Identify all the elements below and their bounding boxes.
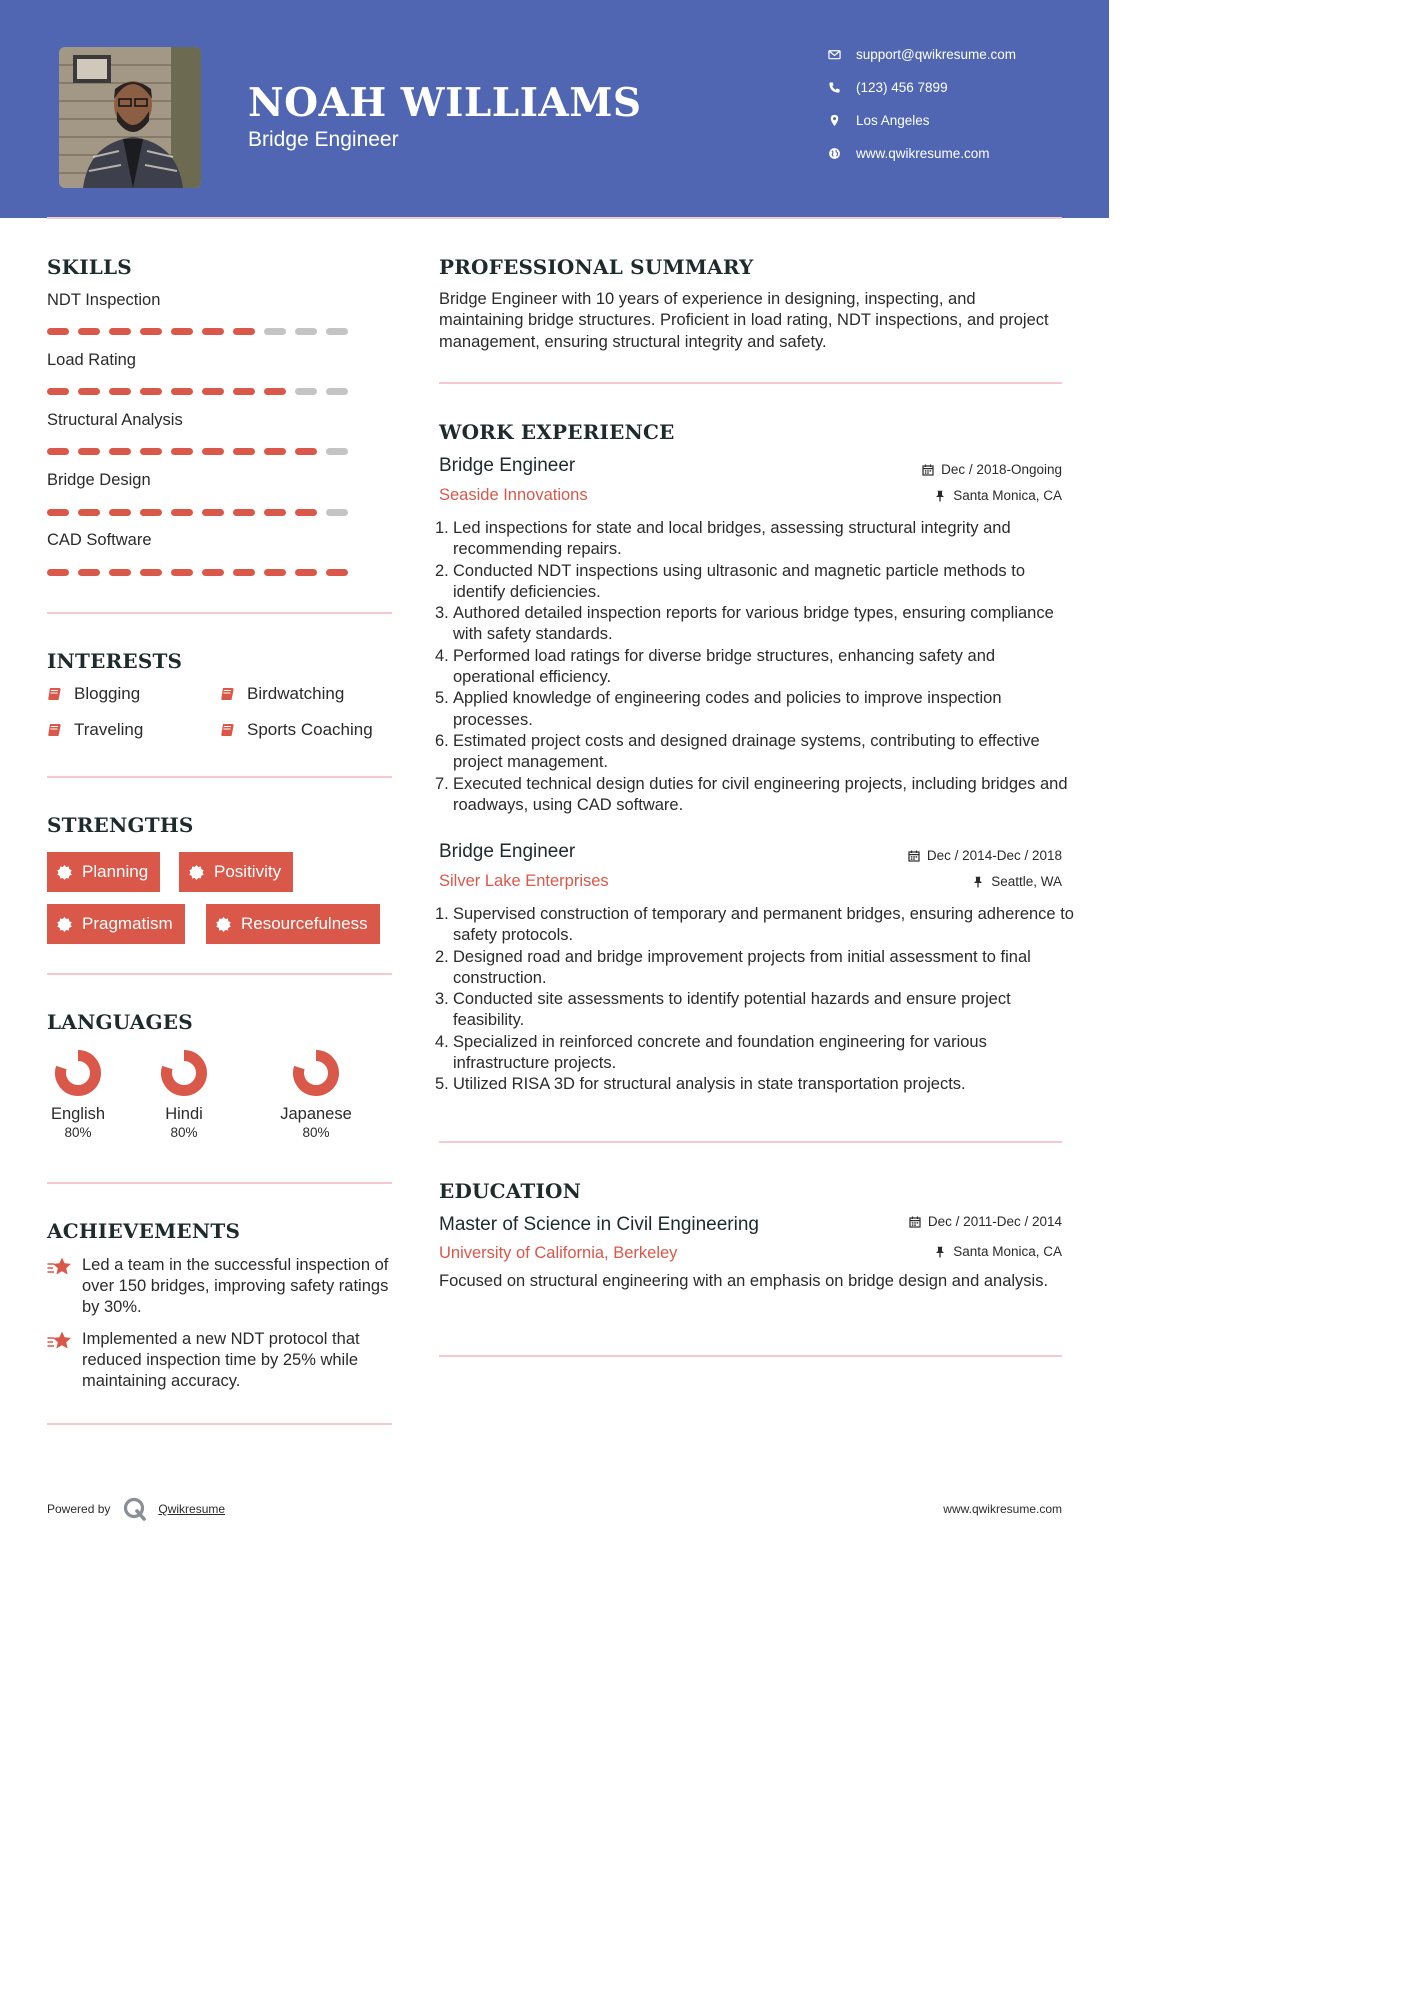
strength-tag [47,904,185,944]
calendar-icon [922,464,934,476]
school-name: University of California, Berkeley [439,1244,678,1262]
skill-label: Structural Analysis [47,411,183,429]
job-bullets [435,518,1075,816]
job-dates-text: Dec / 2018-Ongoing [941,462,1062,477]
strength-tag [47,852,160,892]
language-ring [159,1048,209,1098]
education-dates-text: Dec / 2011-Dec / 2014 [927,1214,1062,1229]
education-location [934,1244,1062,1259]
language-ring-arc [61,1056,96,1091]
job-bullet-text: Designed road and bridge improvement projects from initial assessment to final construction. [453,947,1031,987]
profile-photo [59,47,201,188]
skill-dash-filled [47,388,69,395]
badge-icon [188,864,205,881]
skill-rating-bar [47,328,348,335]
star-icon [47,1256,73,1278]
skills-title: SKILLS [47,255,132,279]
interest-label: Blogging [74,684,141,703]
map-pin-icon [828,114,856,127]
skill-dash-empty [326,328,348,335]
skill-dash-filled [233,388,255,395]
job-bullet-text: Performed load ratings for diverse bridge structures, enhancing safety and operational efficiency. [453,646,996,687]
skill-rating-bar [47,509,348,516]
skill-rating-bar [47,448,348,455]
job-bullet: 4. Performed load ratings for diverse bridge structures, enhancing safety and operational efficiency. [435,646,1075,689]
book-icon [47,686,63,702]
skill-dash-filled [109,388,131,395]
language-name: Hindi [165,1105,203,1123]
achievement-text: Led a team in the successful inspection of over 150 bridges, improving safety ratings by 30%. [82,1256,389,1316]
powered-by-label: Powered by [47,1502,111,1516]
job-bullet-text: Applied knowledge of engineering codes and policies to improve inspection processes. [453,689,1002,729]
qwikresume-link[interactable]: Qwikresume [158,1502,226,1516]
contact-website[interactable] [828,143,1088,163]
skill-dash-filled [264,388,286,395]
resume-header [0,0,1109,218]
skill-dash-filled [171,448,193,455]
job-bullet-text: Supervised construction of temporary and permanent bridges, ensuring adherence to safety protocols. [453,905,1074,945]
job-bullet-text: Conducted site assessments to identify potential hazards and ensure project feasibility. [453,990,1011,1030]
skill-dash-filled [140,388,162,395]
skill-dash-filled [233,328,255,335]
language-name: Japanese [280,1105,352,1123]
job-bullet-text: Led inspections for state and local bridges, assessing structural integrity and recommending repairs. [453,519,1011,559]
job-title: Bridge Engineer [439,455,576,476]
interests-title: INTERESTS [47,649,183,673]
contact-website-text: www.qwikresume.com [856,145,990,161]
language-ring [53,1048,103,1098]
strengths-divider [47,973,392,975]
calendar-icon [908,850,920,862]
interest-item [220,684,344,704]
skill-dash-filled [295,448,317,455]
job-bullet-text: Specialized in reinforced concrete and foundation engineering for various infrastructure projects. [453,1032,987,1073]
pushpin-icon [934,490,946,502]
language-level: 80% [64,1125,92,1140]
skill-dash-filled [47,569,69,576]
skill-rating-bar [47,569,348,576]
skill-dash-empty [326,388,348,395]
strength-label: Pragmatism [82,914,173,933]
interest-label: Birdwatching [247,684,345,703]
contact-email[interactable] [828,44,1088,64]
calendar-icon [909,1216,921,1228]
contact-phone-text: (123) 456 7899 [856,79,948,95]
job-bullet: 7. Executed technical design duties for civil engineering projects, including bridges and roadways, using CAD software. [435,774,1075,817]
strengths-title: STRENGTHS [47,813,194,837]
skill-dash-empty [295,388,317,395]
job-location-text: Santa Monica, CA [953,488,1062,503]
footer-branding [47,1496,225,1522]
envelope-icon [828,48,856,61]
skill-dash-filled [109,448,131,455]
strength-label: Planning [82,862,149,881]
skill-dash-filled [78,328,100,335]
skill-dash-filled [140,328,162,335]
skill-dash-filled [140,448,162,455]
achievements-divider [47,1423,392,1425]
skill-dash-filled [140,569,162,576]
languages-title: LANGUAGES [47,1010,193,1034]
job-bullet-text: Utilized RISA 3D for structural analysis in state transportation projects. [453,1075,966,1094]
language-name: English [50,1105,106,1123]
achievement-item [47,1329,392,1392]
job-bullet: 2. Designed road and bridge improvement projects from initial assessment to final construction. [435,947,1075,990]
summary-divider [439,382,1062,384]
strength-tag [206,904,380,944]
strength-label: Resourcefulness [241,914,368,933]
pushpin-icon [972,876,984,888]
qwikresume-logo-icon [122,1496,148,1522]
job-bullet-text: Authored detailed inspection reports for various bridge types, ensuring compliance with safety standards. [453,604,1054,644]
skills-divider [47,612,392,614]
skill-dash-filled [264,569,286,576]
skill-dash-filled [233,569,255,576]
badge-icon [215,916,232,933]
strength-tag [179,852,293,892]
skill-dash-filled [264,509,286,516]
skill-dash-filled [202,569,224,576]
candidate-name: NOAH WILLIAMS [248,80,642,126]
job-bullet: 3. Authored detailed inspection reports for various bridge types, ensuring compliance with safety standards. [435,603,1075,646]
interest-item [47,720,143,740]
job-bullet: 2. Conducted NDT inspections using ultrasonic and magnetic particle methods to identify deficiencies. [435,561,1075,604]
job-location-text: Seattle, WA [991,874,1062,889]
job-bullet: 4. Specialized in reinforced concrete and foundation engineering for various infrastructure projects. [435,1032,1075,1075]
job-dates-text: Dec / 2014-Dec / 2018 [926,848,1062,863]
job-bullet: 1. Supervised construction of temporary and permanent bridges, ensuring adherence to safety protocols. [435,904,1075,947]
phone-icon [828,81,856,94]
education-dates [909,1214,1062,1229]
skill-dash-empty [326,448,348,455]
header-divider [47,217,1062,219]
strength-label: Positivity [214,862,282,881]
job-dates [922,462,1062,477]
skill-dash-filled [171,509,193,516]
book-icon [220,722,236,738]
interest-item [47,684,140,704]
languages-divider [47,1182,392,1184]
globe-icon [828,147,856,160]
job-location [934,488,1062,503]
job-title: Bridge Engineer [439,841,576,862]
book-icon [47,722,63,738]
achievements-title: ACHIEVEMENTS [47,1219,241,1243]
skill-dash-filled [171,388,193,395]
skill-dash-filled [109,328,131,335]
skill-dash-filled [140,509,162,516]
job-bullet: 5. Applied knowledge of engineering codes and policies to improve inspection processes. [435,688,1075,731]
skill-dash-filled [233,509,255,516]
achievement-item [47,1255,392,1318]
experience-title: WORK EXPERIENCE [439,420,675,444]
pushpin-icon [934,1246,946,1258]
education-divider [439,1355,1062,1357]
skill-dash-filled [202,388,224,395]
skill-dash-filled [109,569,131,576]
job-bullet: 1. Led inspections for state and local bridges, assessing structural integrity and recommending repairs. [435,518,1075,561]
skill-dash-filled [109,509,131,516]
skill-dash-empty [295,328,317,335]
skill-dash-filled [171,569,193,576]
language-ring-arc [167,1056,202,1091]
summary-title: PROFESSIONAL SUMMARY [439,255,754,279]
interests-divider [47,776,392,778]
experience-divider [439,1141,1062,1143]
star-icon [47,1330,73,1352]
skill-dash-empty [264,328,286,335]
skill-dash-filled [78,509,100,516]
education-description: Focused on structural engineering with an emphasis on bridge design and analysis. [439,1272,1049,1290]
education-location-text: Santa Monica, CA [953,1244,1062,1259]
candidate-role: Bridge Engineer [248,128,399,151]
language-item [33,1048,123,1140]
badge-icon [56,916,73,933]
skill-label: NDT Inspection [47,291,161,309]
skill-dash-filled [295,569,317,576]
skill-label: Load Rating [47,351,136,369]
skill-dash-filled [47,448,69,455]
contact-phone[interactable] [828,77,1088,97]
language-item [139,1048,229,1140]
skill-dash-filled [78,448,100,455]
interest-item [220,720,373,740]
company-name: Seaside Innovations [439,486,588,504]
skill-dash-filled [171,328,193,335]
contact-email-text: support@qwikresume.com [856,46,1017,62]
skill-dash-filled [78,388,100,395]
skill-dash-filled [264,448,286,455]
degree-title: Master of Science in Civil Engineering [439,1214,759,1235]
company-name: Silver Lake Enterprises [439,872,609,890]
language-level: 80% [302,1125,330,1140]
skill-dash-filled [47,509,69,516]
contact-location-text: Los Angeles [856,112,930,128]
job-bullets [435,904,1075,1096]
skill-dash-empty [326,509,348,516]
skill-dash-filled [202,509,224,516]
skill-dash-filled [202,448,224,455]
skill-label: Bridge Design [47,471,151,489]
badge-icon [56,864,73,881]
job-bullet-text: Executed technical design duties for civil engineering projects, including bridges and roadways, using CAD software. [453,774,1068,814]
summary-text: Bridge Engineer with 10 years of experience in designing, inspecting, and maintaining bridge structures. Proficient in load rating, NDT inspections, and project management, ensuring structural integrity and safety. [439,290,1049,351]
language-ring [291,1048,341,1098]
language-item [271,1048,361,1140]
skill-dash-filled [78,569,100,576]
skill-dash-filled [233,448,255,455]
education-title: EDUCATION [439,1179,582,1203]
interest-label: Traveling [74,720,144,739]
language-ring-arc [299,1056,334,1091]
contact-location [828,110,1088,130]
job-location [972,874,1062,889]
job-bullet-text: Conducted NDT inspections using ultrasonic and magnetic particle methods to identify deficiencies. [453,561,1026,601]
job-bullet: 5. Utilized RISA 3D for structural analysis in state transportation projects. [435,1074,1075,1095]
book-icon [220,686,236,702]
job-dates [908,848,1062,863]
job-bullet: 3. Conducted site assessments to identify potential hazards and ensure project feasibility. [435,989,1075,1032]
skill-dash-filled [326,569,348,576]
achievement-text: Implemented a new NDT protocol that reduced inspection time by 25% while maintaining accuracy. [82,1330,360,1390]
skill-label: CAD Software [47,531,152,549]
job-bullet-text: Estimated project costs and designed drainage systems, contributing to effective project management. [453,731,1040,772]
language-level: 80% [170,1125,198,1140]
skill-dash-filled [47,328,69,335]
skill-rating-bar [47,388,348,395]
interest-label: Sports Coaching [247,720,373,739]
footer-website[interactable]: www.qwikresume.com [943,1502,1062,1516]
job-bullet: 6. Estimated project costs and designed drainage systems, contributing to effective project management. [435,731,1075,774]
skill-dash-filled [295,509,317,516]
skill-dash-filled [202,328,224,335]
